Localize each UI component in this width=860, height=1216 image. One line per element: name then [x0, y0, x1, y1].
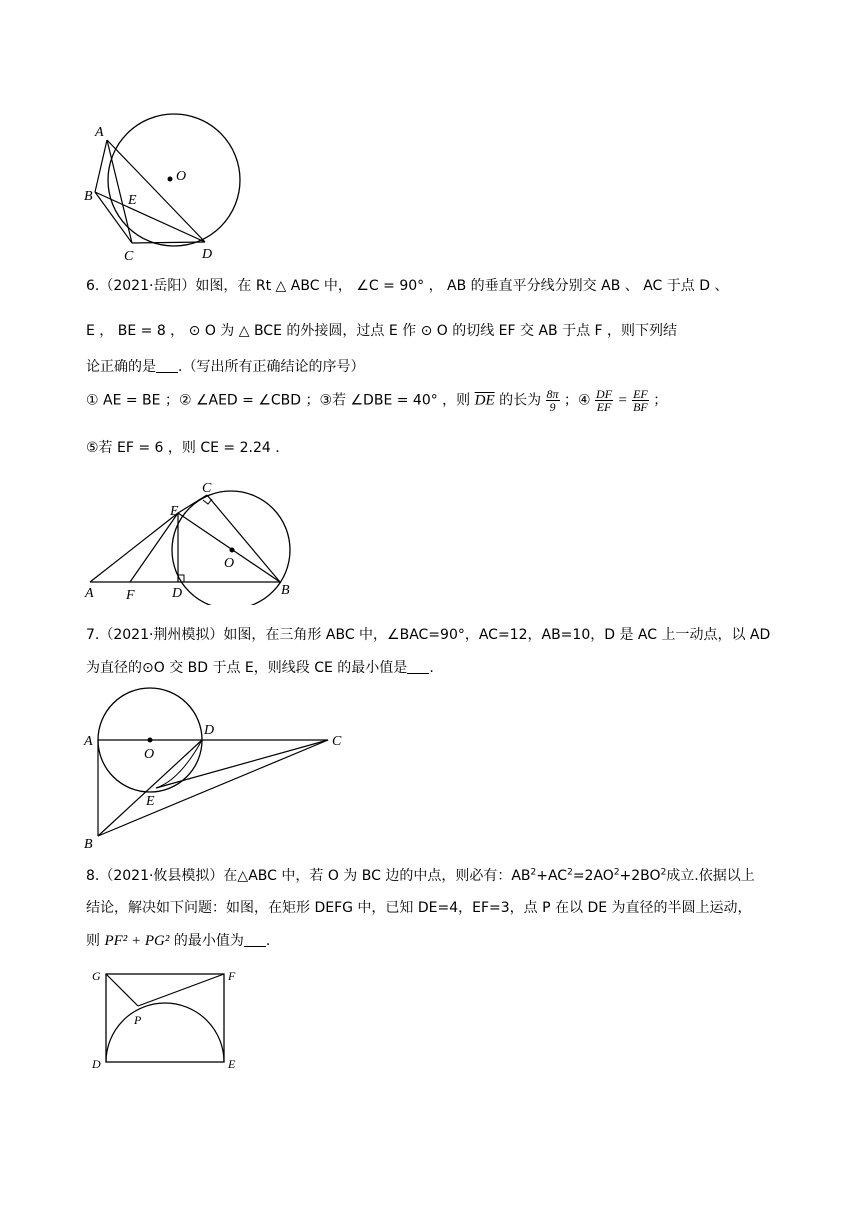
label-d: D [204, 723, 215, 738]
label-e: E [146, 794, 155, 809]
q6-opt-text4: ； [653, 392, 668, 409]
label-e: E [128, 193, 137, 208]
answer-blank [156, 358, 178, 373]
semicircle [106, 1003, 224, 1062]
superscript: 2 [660, 867, 667, 878]
q6-line3-tail: .（写出所有正确结论的序号） [178, 359, 365, 375]
label-g: G [92, 969, 101, 983]
q6-line3-text: 论正确的是 [86, 359, 156, 375]
expression-pf2-pg2: PF² + PG² [104, 933, 170, 949]
q8-text-end: . [265, 933, 271, 949]
q7-line2-tail: . [429, 660, 434, 676]
label-e: E [228, 1057, 236, 1071]
fraction-ef-bf: $\frac{EF}{BF}$ [633, 387, 648, 414]
label-o: O [176, 169, 187, 184]
q8-text-b: +AC [536, 868, 568, 884]
superscript: 2 [567, 867, 573, 878]
q6-opt-text3: ；④ [564, 392, 591, 409]
fraction-8pi-9: $\frac{8\pi}{9}$ [546, 387, 559, 414]
label-e: E [170, 504, 179, 519]
label-a: A [95, 125, 104, 140]
label-d: D [92, 1057, 101, 1071]
q6-line1: 6.（2021·岳阳）如图，在 Rt △ ABC 中， ∠C = 90° ， AB 的垂直平分线分别交 AB 、 AC 于点 D 、 [86, 278, 729, 294]
label-d: D [202, 247, 213, 262]
q8-text-min: 的最小值为 [173, 933, 244, 949]
q8-text-a: 8.（2021·攸县模拟）在△ABC 中，若 O 为 BC 边的中点，则必有：AB [86, 868, 531, 884]
q8-text-c: =2AO [572, 868, 614, 884]
label-d: D [172, 586, 183, 601]
label-b: B [84, 837, 93, 852]
q6-opt-text: ① AE = BE ；② ∠AED = ∠CBD ；③若 ∠DBE = 40° ，则 [86, 392, 471, 409]
center-dot [168, 177, 173, 182]
superscript: 2 [530, 867, 537, 878]
label-o: O [144, 747, 155, 762]
q8-text-e: 成立.依据以上 [666, 868, 755, 884]
q6-opt-text2: 的长为 [499, 392, 542, 409]
q7-line2-text: 为直径的⊙O 交 BD 于点 E，则线段 CE 的最小值是 [86, 660, 408, 676]
q8-text-d: +2BO [619, 868, 661, 884]
label-b: B [281, 583, 290, 598]
q8-line1 [86, 865, 755, 885]
label-b: B [84, 189, 93, 204]
q8-line2: 结论，解决如下问题：如图，在矩形 DEFG 中，已知 DE=4，EF=3，点 P 在以 DE 为直径的半圆上运动， [86, 900, 752, 916]
answer-blank [407, 659, 429, 674]
q8-text-then: 则 [86, 933, 100, 949]
figure-q5 [80, 100, 250, 265]
label-a: A [85, 586, 94, 601]
label-c: C [202, 481, 212, 496]
label-f: F [228, 969, 236, 983]
q7-line2 [86, 657, 434, 677]
rectangle-defg [106, 974, 224, 1062]
figure-q7 [80, 684, 355, 854]
figure-q8 [86, 962, 246, 1077]
arc-de: $\overline{DE}$ [474, 392, 495, 409]
answer-blank [244, 932, 266, 947]
q6-line3 [86, 356, 364, 376]
equals: = [617, 392, 628, 409]
figure-q6 [80, 480, 310, 605]
label-o: O [224, 556, 235, 571]
superscript: 2 [613, 867, 620, 878]
fraction-df-ef: $\frac{DF}{EF}$ [596, 387, 613, 414]
label-p: P [134, 1013, 142, 1027]
q8-line3 [86, 930, 270, 950]
q7-line1: 7.（2021·荆州模拟）如图，在三角形 ABC 中，∠BAC=90°，AC=12，AB=10，D 是 AC 上一动点，以 AD [86, 627, 771, 643]
label-a: A [84, 734, 93, 749]
q6-options-2: ⑤若 EF = 6 ，则 CE = 2.24 . [86, 440, 280, 456]
label-f: F [126, 588, 135, 603]
q6-line2: E ， BE = 8 ， ⊙ O 为 △ BCE 的外接圆，过点 E 作 ⊙ O 的切线 EF 交 AB 于点 F ，则下列结 [86, 323, 678, 339]
label-c: C [124, 249, 134, 264]
q6-options-1 [86, 388, 667, 413]
label-c: C [332, 734, 342, 749]
